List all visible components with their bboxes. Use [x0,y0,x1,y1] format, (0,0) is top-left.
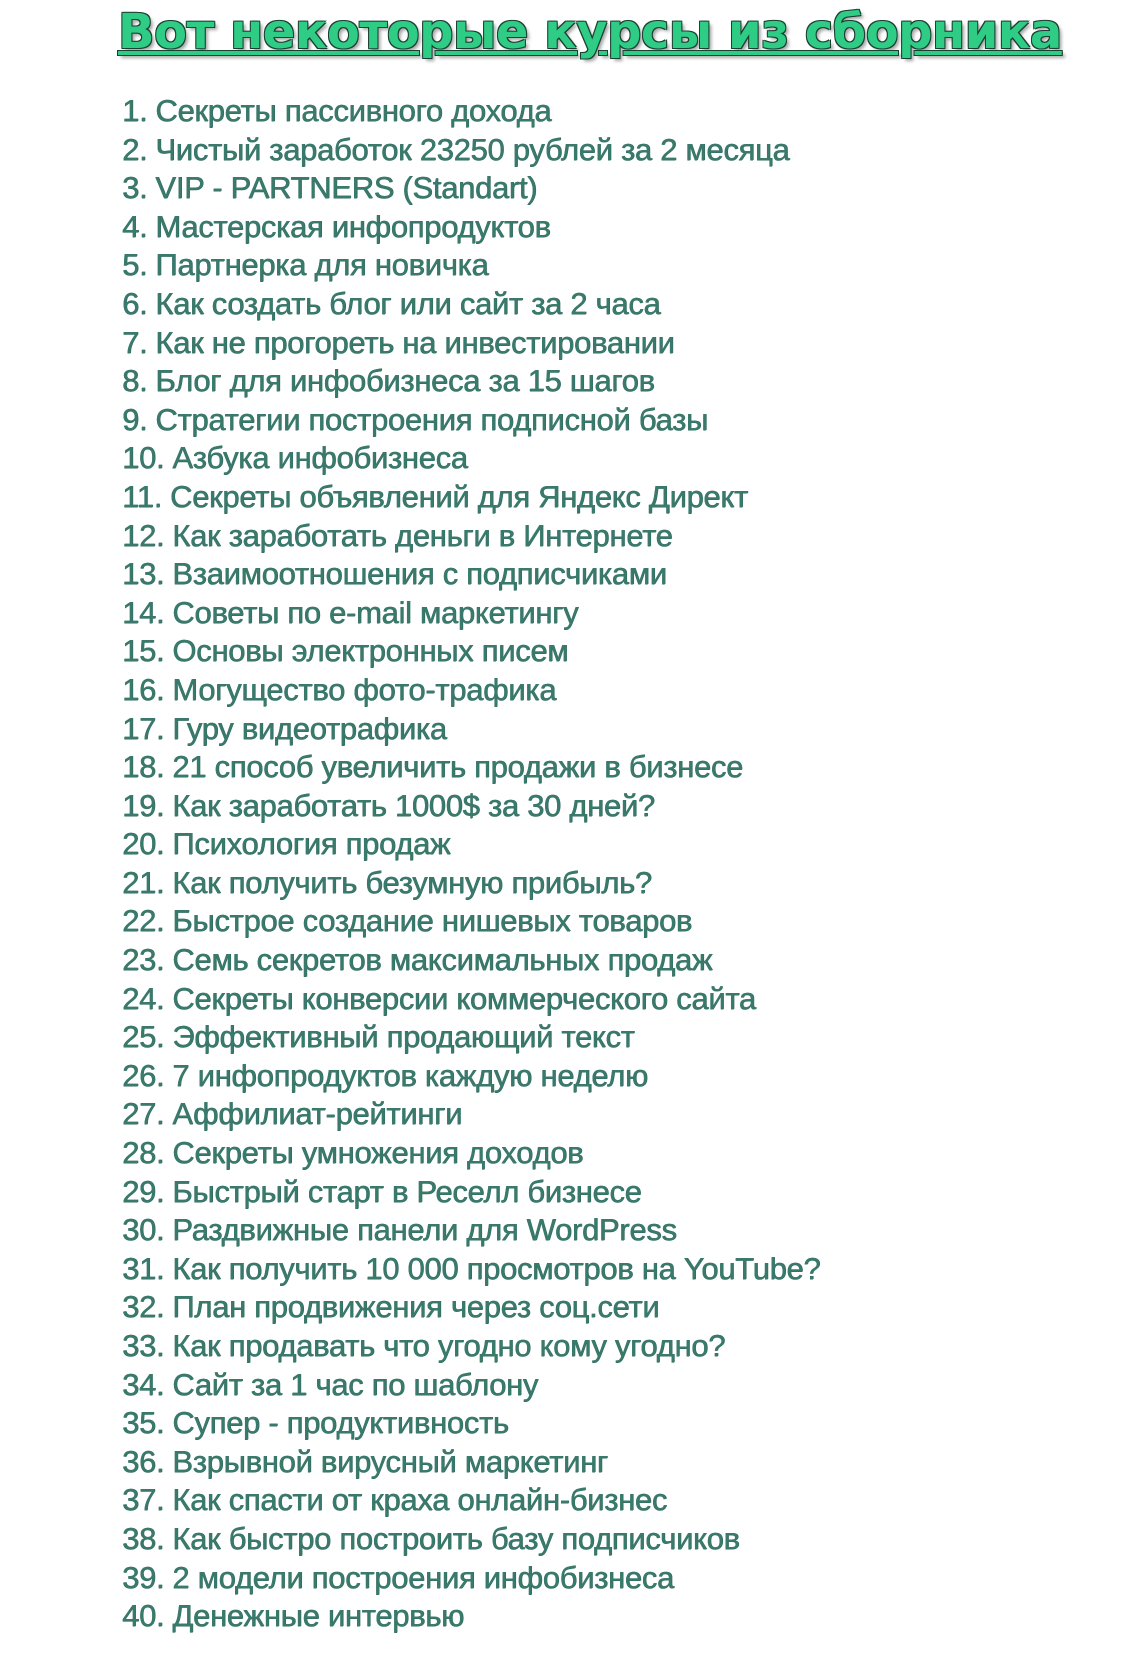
list-item [122,632,820,671]
list-item-number: 6. [122,285,148,321]
list-item [122,1134,820,1173]
list-item [122,941,820,980]
list-item-text: Могущество фото-трафика [172,671,557,707]
list-item-text: Как получить безумную прибыль? [172,864,652,900]
list-item-number: 8. [122,363,148,399]
list-item-number: 2. [122,131,148,167]
list-item-text: Как заработать деньги в Интернете [172,517,673,553]
list-item-text: VIP - PARTNERS (Standart) [155,170,538,206]
list-item-number: 18. [122,749,165,785]
list-item-number: 16. [122,671,165,707]
list-item-number: 4. [122,208,148,244]
list-item-text: Азбука инфобизнеса [172,440,468,476]
list-item [122,787,820,826]
list-item-number: 9. [122,401,148,437]
list-item-text: 21 способ увеличить продажи в бизнесе [172,749,743,785]
list-item-text: Советы по e-mail маркетингу [172,594,579,630]
list-item [122,1250,820,1289]
list-item [122,864,820,903]
page-title: Вот некоторые курсы из сборника [118,4,1062,60]
list-item [122,1018,820,1057]
list-item-number: 15. [122,633,165,669]
list-item-text: Блог для инфобизнеса за 15 шагов [155,363,655,399]
list-item [122,825,820,864]
list-item [122,1057,820,1096]
list-item [122,1211,820,1250]
list-item-number: 11. [122,478,162,514]
list-item-text: Раздвижные панели для WordPress [172,1212,677,1248]
list-item-text: Чистый заработок 23250 рублей за 2 месяца [155,131,790,167]
list-item [122,517,820,556]
course-list [122,92,820,1636]
list-item-number: 35. [122,1405,165,1441]
list-item [122,1559,820,1598]
list-item [122,324,820,363]
list-item-text: Быстрое создание нишевых товаров [172,903,692,939]
list-item [122,1520,820,1559]
list-item [122,555,820,594]
list-item [122,285,820,324]
list-item [122,401,820,440]
list-item [122,748,820,787]
list-item-text: Как получить 10 000 просмотров на YouTube? [172,1250,821,1286]
list-item [122,1404,820,1443]
list-item [122,710,820,749]
list-item [122,1095,820,1134]
list-item-text: Быстрый старт в Реселл бизнесе [172,1173,642,1209]
list-item [122,246,820,285]
list-item-text: План продвижения через соц.сети [172,1289,660,1325]
list-item [122,980,820,1019]
list-item-number: 29. [122,1173,165,1209]
list-item-text: Партнерка для новичка [155,247,489,283]
list-item-text: Денежные интервью [172,1598,464,1634]
list-item-number: 22. [122,903,165,939]
list-item-text: Эффективный продающий текст [172,1019,635,1055]
list-item-number: 24. [122,980,165,1016]
list-item-number: 10. [122,440,165,476]
list-item [122,1327,820,1366]
list-item [122,1443,820,1482]
list-item [122,169,820,208]
list-item [122,439,820,478]
list-item-text: Взаимоотношения с подписчиками [172,556,667,592]
list-item-number: 27. [122,1096,165,1132]
list-item-text: Стратегии построения подписной базы [155,401,708,437]
list-item-text: Как спасти от краха онлайн-бизнес [172,1482,667,1518]
list-item-text: Как заработать 1000$ за 30 дней? [172,787,655,823]
list-item-number: 19. [122,787,165,823]
list-item-text: Аффилиат-рейтинги [172,1096,462,1132]
list-item-text: Секреты объявлений для Яндекс Директ [169,478,748,514]
list-item-text: Как создать блог или сайт за 2 часа [155,285,661,321]
list-item-number: 30. [122,1212,165,1248]
list-item-number: 31. [122,1250,165,1286]
list-item-text: Психология продаж [172,826,451,862]
list-item [122,362,820,401]
list-item-number: 38. [122,1520,165,1556]
list-item-text: Основы электронных писем [172,633,569,669]
list-item-text: Взрывной вирусный маркетинг [172,1443,608,1479]
list-item [122,902,820,941]
list-item-number: 25. [122,1019,165,1055]
list-item-text: Секреты конверсии коммерческого сайта [172,980,756,1016]
list-item-text: Супер - продуктивность [172,1405,509,1441]
list-item-text: Секреты пассивного дохода [155,93,552,128]
list-item [122,1173,820,1212]
list-item [122,671,820,710]
list-item [122,1288,820,1327]
list-item [122,1597,820,1636]
list-item-number: 26. [122,1057,165,1093]
list-item [122,478,820,517]
list-item-number: 39. [122,1559,165,1595]
list-item [122,92,820,131]
list-item-number: 33. [122,1328,165,1363]
list-item-number: 23. [122,942,165,978]
list-item-text: Мастерская инфопродуктов [155,208,551,244]
list-item-number: 21. [122,864,165,900]
list-item-number: 32. [122,1289,165,1325]
list-item-text: Гуру видеотрафика [172,710,447,746]
list-item-text: Как не прогореть на инвестировании [155,324,675,360]
list-item-number: 37. [122,1482,165,1518]
list-item [122,1481,820,1520]
list-item [122,1366,820,1405]
list-item-text: Как продавать что угодно кому угодно? [172,1328,726,1363]
list-item-text: Секреты умножения доходов [172,1135,584,1171]
list-item-text: Как быстро построить базу подписчиков [172,1520,740,1556]
list-item-number: 12. [122,517,165,553]
list-item-number: 3. [122,170,148,206]
list-item-number: 17. [122,710,165,746]
list-item-number: 7. [122,324,148,360]
list-item-number: 28. [122,1135,165,1171]
list-item [122,594,820,633]
list-item-text: 7 инфопродуктов каждую неделю [172,1057,648,1093]
list-item-number: 36. [122,1443,165,1479]
list-item-number: 34. [122,1366,165,1402]
list-item-text: 2 модели построения инфобизнеса [172,1559,674,1595]
list-item [122,131,820,170]
list-item-number: 5. [122,247,148,283]
list-item-text: Сайт за 1 час по шаблону [172,1366,538,1402]
list-item-text: Семь секретов максимальных продаж [172,942,713,978]
list-item-number: 40. [122,1598,165,1634]
list-item-number: 20. [122,826,165,862]
list-item [122,208,820,247]
list-item-number: 1. [122,93,148,128]
list-item-number: 14. [122,594,165,630]
list-item-number: 13. [122,556,165,592]
